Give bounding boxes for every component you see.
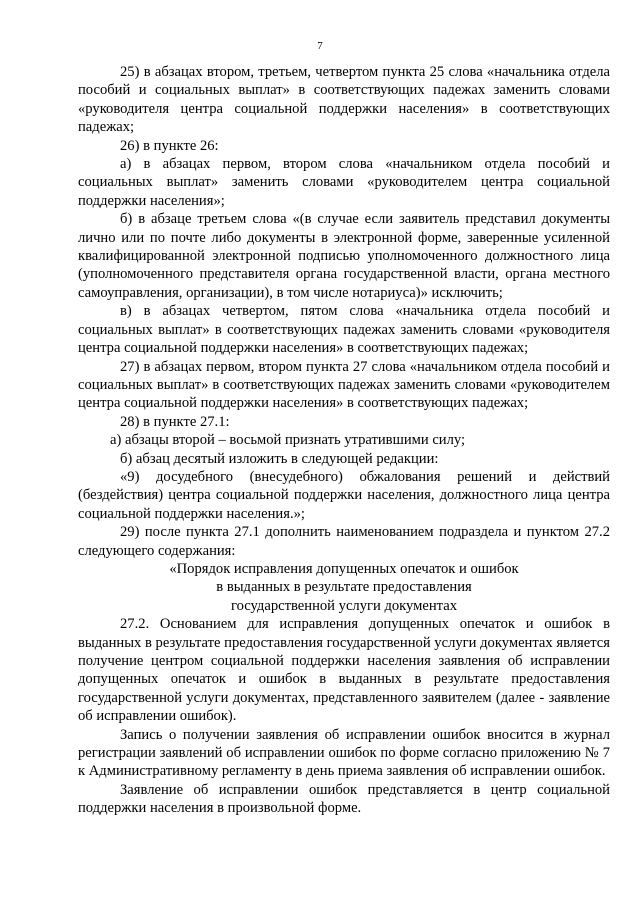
page-number: 7 [317,40,323,52]
document-body [78,63,610,818]
subsection-heading [78,560,610,615]
paragraph-item-28: 28) в пункте 27.1: [120,413,230,430]
paragraph-item-26-b: б) в абзаце третьем слова «(в случае если заявитель представил документы лично или по почте либо документы в электронной форме, заверенные усиленной квалифицированной электронной подписью уполномоченного должностного лица (уполномоченного представителя органа государственной власти, органа местного самоуправления, организации), в том числе нотариуса)» исключить; [78,211,610,301]
paragraph-item-28-a: а) абзацы второй – восьмой признать утратившими силу; [110,432,466,449]
paragraph-item-27-2: 27.2. Основанием для исправления допущенных опечаток и ошибок в выданных в результате предоставления государственной услуги документах является получение центром социальной поддержки населения заявления об исправлении допущенных опечаток и ошибок в выданных в результате предоставления государственной услуги документах, представленного заявителем (далее - заявление об исправлении ошибок). [78,616,610,725]
paragraph-item-26: 26) в пункте 26: [120,137,219,154]
subsection-heading-line-3: государственной услуги документах [230,597,458,614]
paragraph-item-26-a: а) в абзацах первом, втором слова «начальником отдела пособий и социальных выплат» заменить словами «руководителем центра социальной поддержки населения»; [78,156,610,209]
subsection-heading-line-1: «Порядок исправления допущенных опечаток и ошибок [169,560,519,577]
paragraph-item-27: 27) в абзацах первом, втором пункта 27 слова «начальником отдела пособий и социальных выплат» в соответствующих падежах заменить словами «руководителем центра социальной поддержки населения» в соответствующих падежах; [78,358,610,412]
paragraph-item-25: 25) в абзацах втором, третьем, четвертом пункта 25 слова «начальника отдела пособий и социальных выплат» в соответствующих падежах заменить словами «руководителя центра социальной поддержки населения» в соответствующих падежах; [78,64,610,136]
paragraph-item-26-v: в) в абзацах четвертом, пятом слова «начальника отдела пособий и социальных выплат» в соответствующих падежах заменить словами «руководителя центра социальной поддержки населения» в соответствующих падежах; [78,303,610,357]
paragraph-item-28-quote: «9) досудебного (внесудебного) обжалования решений и действий (бездействия) центра социальной поддержки населения, должностного лица центра социальной поддержки населения.»; [78,468,610,522]
paragraph-journal-entry: Запись о получении заявления об исправлении ошибок вносится в журнал регистрации заявлений об исправлении ошибок по форме согласно приложению № 7 к Административному регламенту в день приема заявления об исправлении ошибок. [78,726,610,780]
paragraph-item-29: 29) после пункта 27.1 дополнить наименованием подраздела и пунктом 27.2 следующего содержания: [78,524,610,559]
paragraph-free-form: Заявление об исправлении ошибок представляется в центр социальной поддержки населения в произвольной форме. [78,781,610,817]
subsection-heading-line-2: в выданных в результате предоставления [216,579,472,596]
paragraph-item-28-b: б) абзац десятый изложить в следующей редакции: [120,450,439,467]
